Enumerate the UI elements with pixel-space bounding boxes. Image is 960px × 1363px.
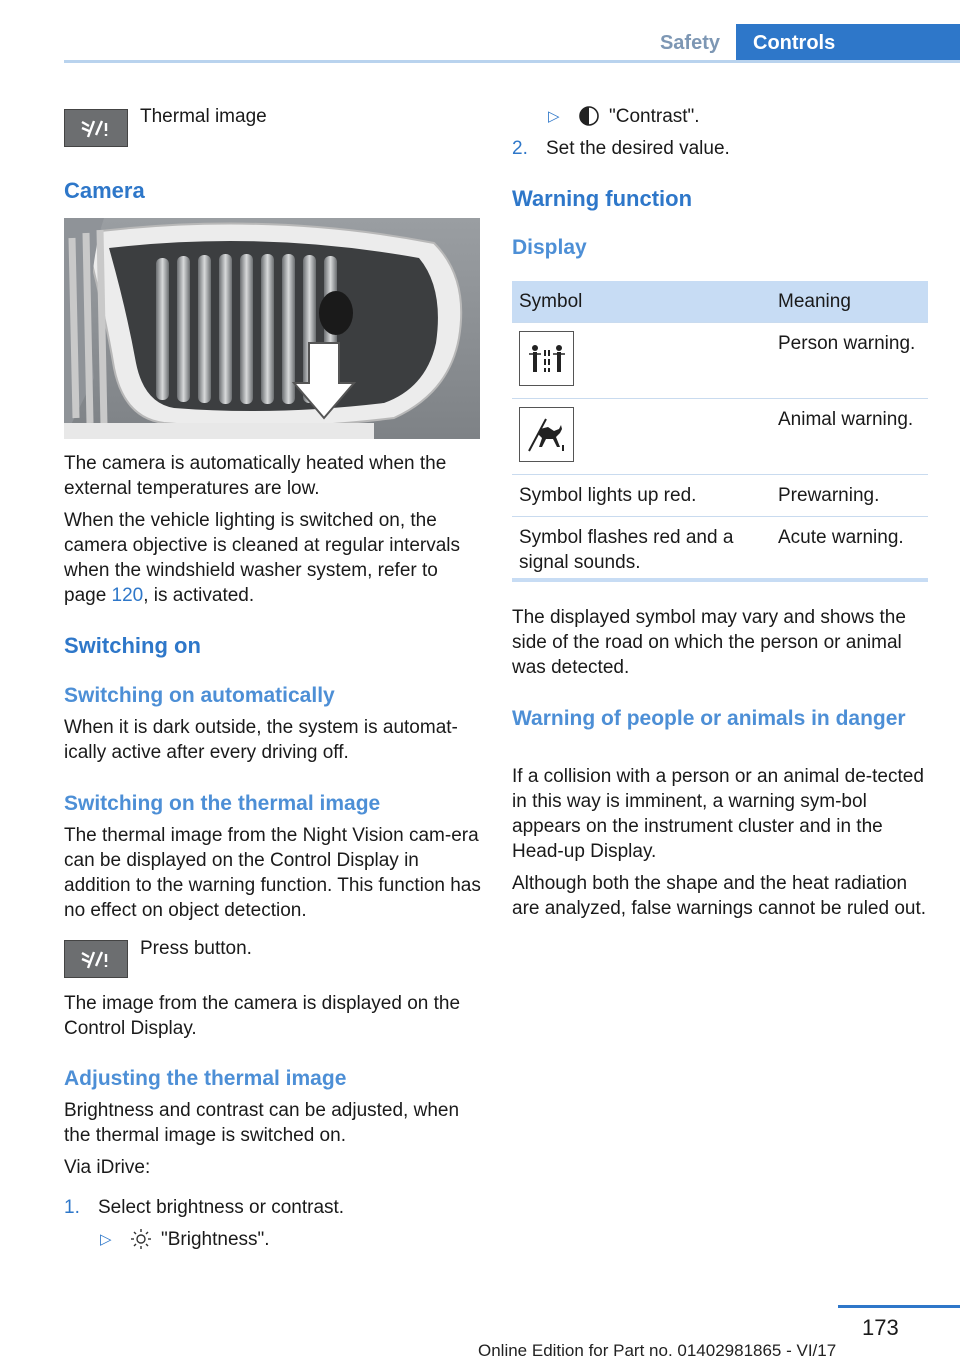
camera-paragraph-1: The camera is automatically heated when the external temperatures are low. <box>64 453 447 499</box>
table-cell-meaning: Animal warning. <box>771 399 928 475</box>
contrast-icon <box>578 105 600 127</box>
tab-controls[interactable]: Controls <box>736 24 960 62</box>
edition-footer: Online Edition for Part no. 01402981865 - VI/17 <box>478 1341 837 1360</box>
table-cell-symbol <box>512 399 771 475</box>
switching-auto-text: When it is dark outside, the system is automat-ically active after every driving off. <box>64 717 458 763</box>
adjusting-heading: Adjusting the thermal image <box>64 1067 347 1090</box>
night-vision-button-icon <box>64 940 128 978</box>
table-cell-meaning: Acute warning. <box>771 517 928 584</box>
table-row <box>512 517 928 584</box>
step-1-text: Select brightness or contrast. <box>98 1197 345 1218</box>
contrast-label: "Contrast". <box>609 106 700 127</box>
switching-thermal-text: The thermal image from the Night Vision cam-era can be displayed on the Control Display in addition to the warning function. This function has no effect on object detection. <box>64 825 481 921</box>
table-cell-meaning: Person warning. <box>771 323 928 399</box>
switching-thermal-heading: Switching on the thermal image <box>64 792 381 815</box>
displayed-symbol-text: The displayed symbol may vary and shows the side of the road on which the person or animal was detected. <box>512 607 906 678</box>
adjusting-text: Brightness and contrast can be adjusted, when the thermal image is switched on. <box>64 1100 460 1146</box>
press-button-text: Press button. <box>140 938 252 959</box>
via-idrive-text: Via iDrive: <box>64 1157 151 1178</box>
switching-auto-heading: Switching on automatically <box>64 684 335 707</box>
header-rule <box>64 60 960 63</box>
table-header-meaning: Meaning <box>771 281 928 323</box>
brightness-icon <box>130 1228 152 1250</box>
image-displayed-text: The image from the camera is displayed on the Control Display. <box>64 993 461 1039</box>
step-2-text: Set the desired value. <box>546 138 730 159</box>
table-row <box>512 399 928 475</box>
page-number: 173 <box>862 1315 899 1340</box>
table-row <box>512 475 928 517</box>
camera-heading: Camera <box>64 178 145 203</box>
danger-paragraph-1: If a collision with a person or an animal de-tected in this way is imminent, a warning sym-bol appears on the instrument cluster and in the Head-up Display. <box>512 766 924 862</box>
step-2-number: 2. <box>512 138 528 159</box>
page-link[interactable]: 120 <box>111 585 144 606</box>
table-row <box>512 323 928 399</box>
warning-symbol-table <box>512 281 928 583</box>
bullet-triangle-icon: ▷ <box>548 108 560 125</box>
footer-rule <box>838 1305 960 1308</box>
danger-heading: Warning of people or animals in danger <box>512 707 906 730</box>
camera-grille-image <box>64 218 480 439</box>
display-heading: Display <box>512 236 587 259</box>
step-1-number: 1. <box>64 1197 80 1218</box>
table-cell-symbol: Symbol flashes red and a signal sounds. <box>512 517 771 584</box>
bullet-triangle-icon: ▷ <box>100 1231 112 1248</box>
animal-warning-icon <box>519 407 574 462</box>
table-bottom-rule <box>512 578 928 582</box>
danger-paragraph-2: Although both the shape and the heat radiation are analyzed, false warnings cannot be ruled out. <box>512 873 927 919</box>
tab-safety[interactable]: Safety <box>659 31 720 54</box>
table-header-symbol: Symbol <box>512 281 771 323</box>
night-vision-button-icon <box>64 109 128 147</box>
table-cell-symbol <box>512 323 771 399</box>
table-cell-meaning: Prewarning. <box>771 475 928 517</box>
warning-function-heading: Warning function <box>512 186 693 211</box>
thermal-image-label: Thermal image <box>140 106 267 127</box>
camera-paragraph-2: When the vehicle lighting is switched on, the camera objective is cleaned at regular intervals when the windshield washer system, refer to page 120, is activated. <box>64 510 461 606</box>
table-cell-symbol: Symbol lights up red. <box>512 475 771 517</box>
person-warning-icon <box>519 331 574 386</box>
switching-on-heading: Switching on <box>64 633 201 658</box>
brightness-label: "Brightness". <box>161 1229 270 1250</box>
